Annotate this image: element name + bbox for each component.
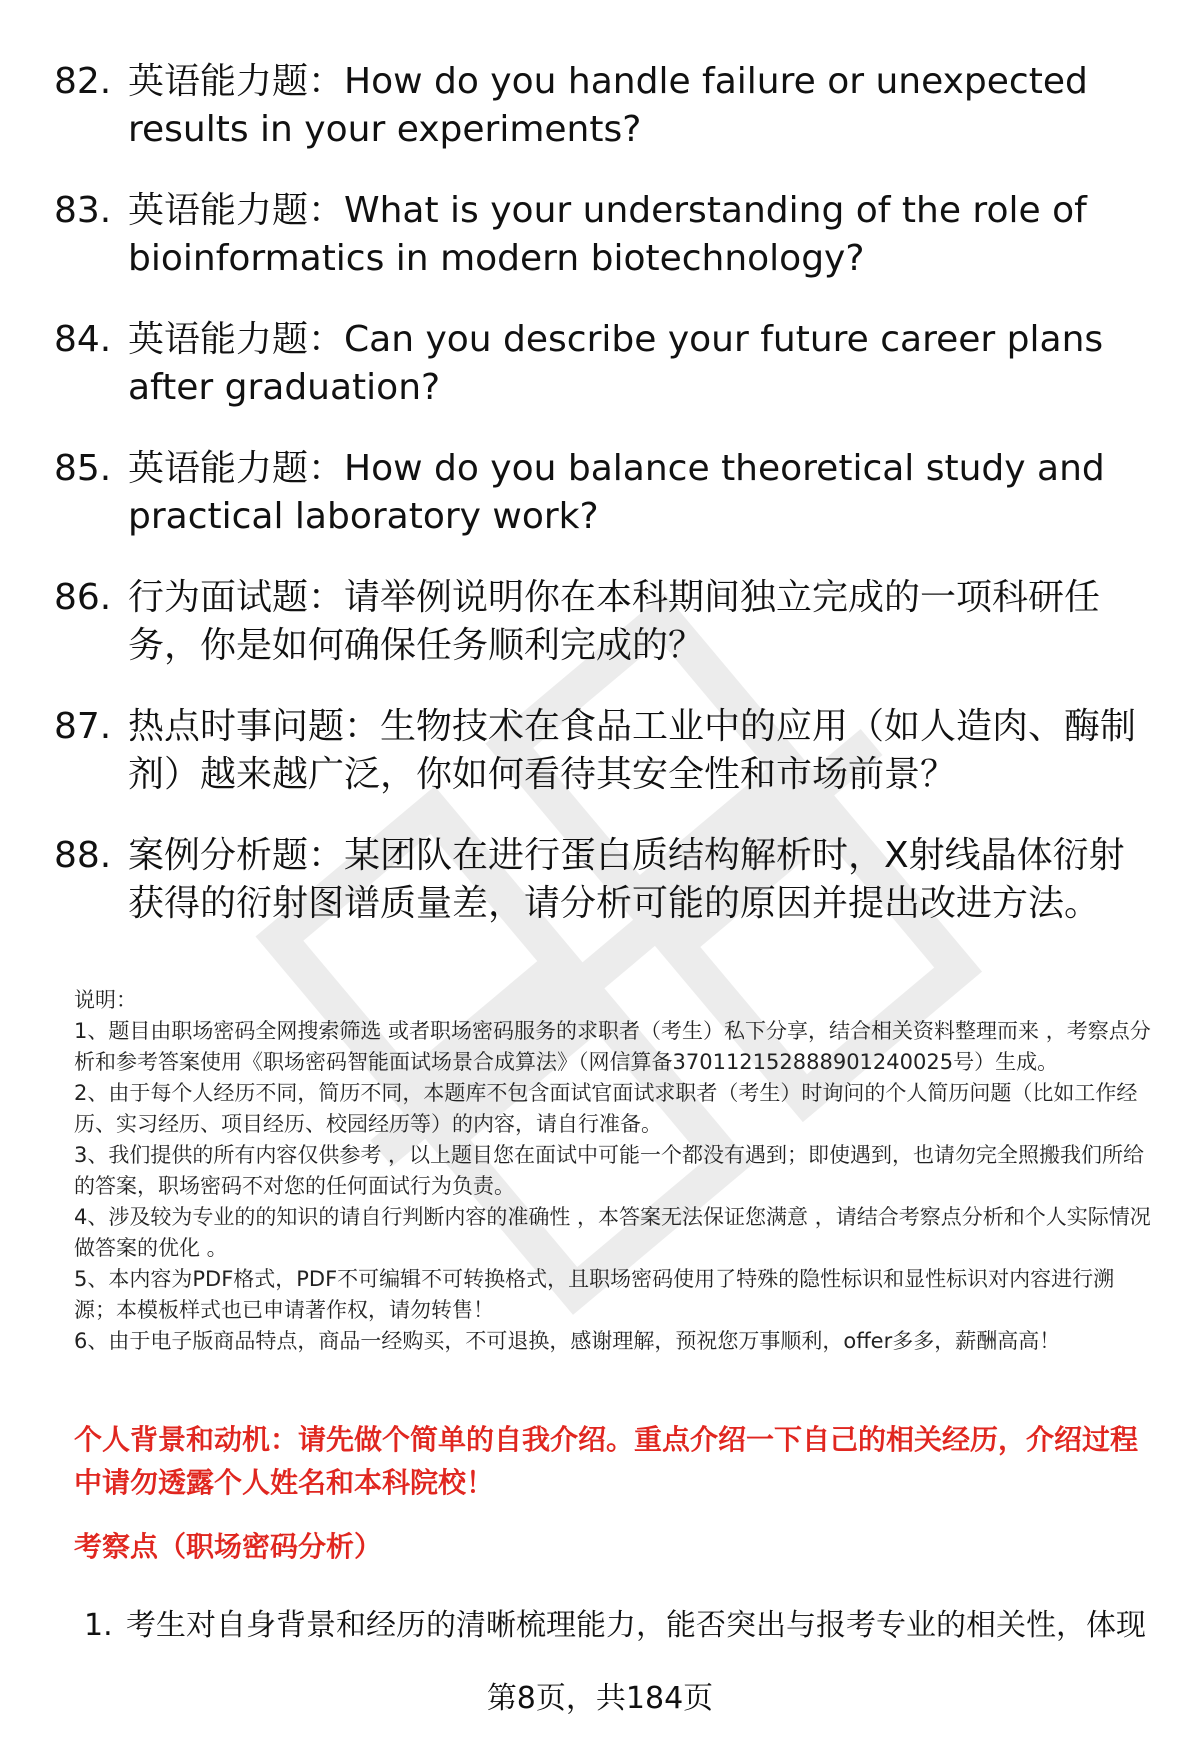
note-item: 1、题目由职场密码全网搜索筛选 或者职场密码服务的求职者（考生）私下分享，结合相关资料整理而来 ，考察点分析和参考答案使用《职场密码智能面试场景合成算法》（网信算备370112152888901240025号）生成。	[74, 1019, 1151, 1074]
question-item	[54, 832, 1154, 928]
analysis-number: 1.	[84, 1608, 113, 1643]
question-number: 84.	[54, 319, 112, 360]
section-subheading: 考察点（职场密码分析）	[74, 1530, 383, 1563]
question-number: 86.	[54, 577, 112, 618]
question-number: 88.	[54, 835, 112, 876]
question-item	[54, 703, 1154, 799]
question-item	[54, 187, 1154, 283]
question-item	[54, 574, 1154, 670]
question-number: 87.	[54, 706, 112, 747]
question-number: 85.	[54, 448, 112, 489]
question-item	[54, 445, 1154, 541]
section-heading: 个人背景和动机：请先做个简单的自我介绍。重点介绍一下自己的相关经历，介绍过程中请勿透露个人姓名和本科院校！	[74, 1423, 1139, 1499]
note-item: 4、涉及较为专业的的知识的请自行判断内容的准确性 ，本答案无法保证您满意 ，请结合考察点分析和个人实际情况做答案的优化 。	[74, 1205, 1151, 1260]
question-text: 英语能力题：How do you handle failure or unexpected results in your experiments?	[128, 61, 1088, 150]
question-text: 英语能力题：How do you balance theoretical study and practical laboratory work?	[128, 448, 1105, 537]
question-text: 行为面试题：请举例说明你在本科期间独立完成的一项科研任务，你是如何确保任务顺利完成的？	[128, 577, 1101, 666]
note-item: 6、由于电子版商品特点，商品一经购买，不可退换，感谢理解，预祝您万事顺利，offer多多，薪酬高高！	[74, 1329, 1061, 1353]
note-item: 5、本内容为PDF格式，PDF不可编辑不可转换格式，且职场密码使用了特殊的隐性标识和显性标识对内容进行溯源；本模板样式也已申请著作权，请勿转售！	[74, 1267, 1115, 1322]
notes-section	[74, 985, 1154, 1357]
question-number: 83.	[54, 190, 112, 231]
page-footer: 第8页，共184页	[486, 1681, 714, 1716]
question-number: 82.	[54, 61, 112, 102]
question-item	[54, 58, 1154, 154]
analysis-item	[84, 1605, 1164, 1647]
question-text: 英语能力题：What is your understanding of the role of bioinformatics in modern biotechnology?	[128, 190, 1087, 279]
question-text: 英语能力题：Can you describe your future career plans after graduation?	[128, 319, 1104, 408]
question-list	[54, 58, 1154, 961]
question-text: 案例分析题：某团队在进行蛋白质结构解析时，X射线晶体衍射获得的衍射图谱质量差，请分析可能的原因并提出改进方法。	[128, 835, 1125, 924]
question-text: 热点时事问题：生物技术在食品工业中的应用（如人造肉、酶制剂）越来越广泛，你如何看待其安全性和市场前景？	[128, 706, 1137, 795]
note-item: 3、我们提供的所有内容仅供参考 ，以上题目您在面试中可能一个都没有遇到；即使遇到，也请勿完全照搬我们所给的答案，职场密码不对您的任何面试行为负责。	[74, 1143, 1145, 1198]
analysis-text: 考生对自身背景和经历的清晰梳理能力，能否突出与报考专业的相关性，体现	[126, 1608, 1146, 1643]
note-item: 2、由于每个人经历不同，简历不同，本题库不包含面试官面试求职者（考生）时询问的个人简历问题（比如工作经历、实习经历、项目经历、校园经历等）的内容，请自行准备。	[74, 1081, 1138, 1136]
notes-title: 说明：	[74, 988, 137, 1012]
question-item	[54, 316, 1154, 412]
